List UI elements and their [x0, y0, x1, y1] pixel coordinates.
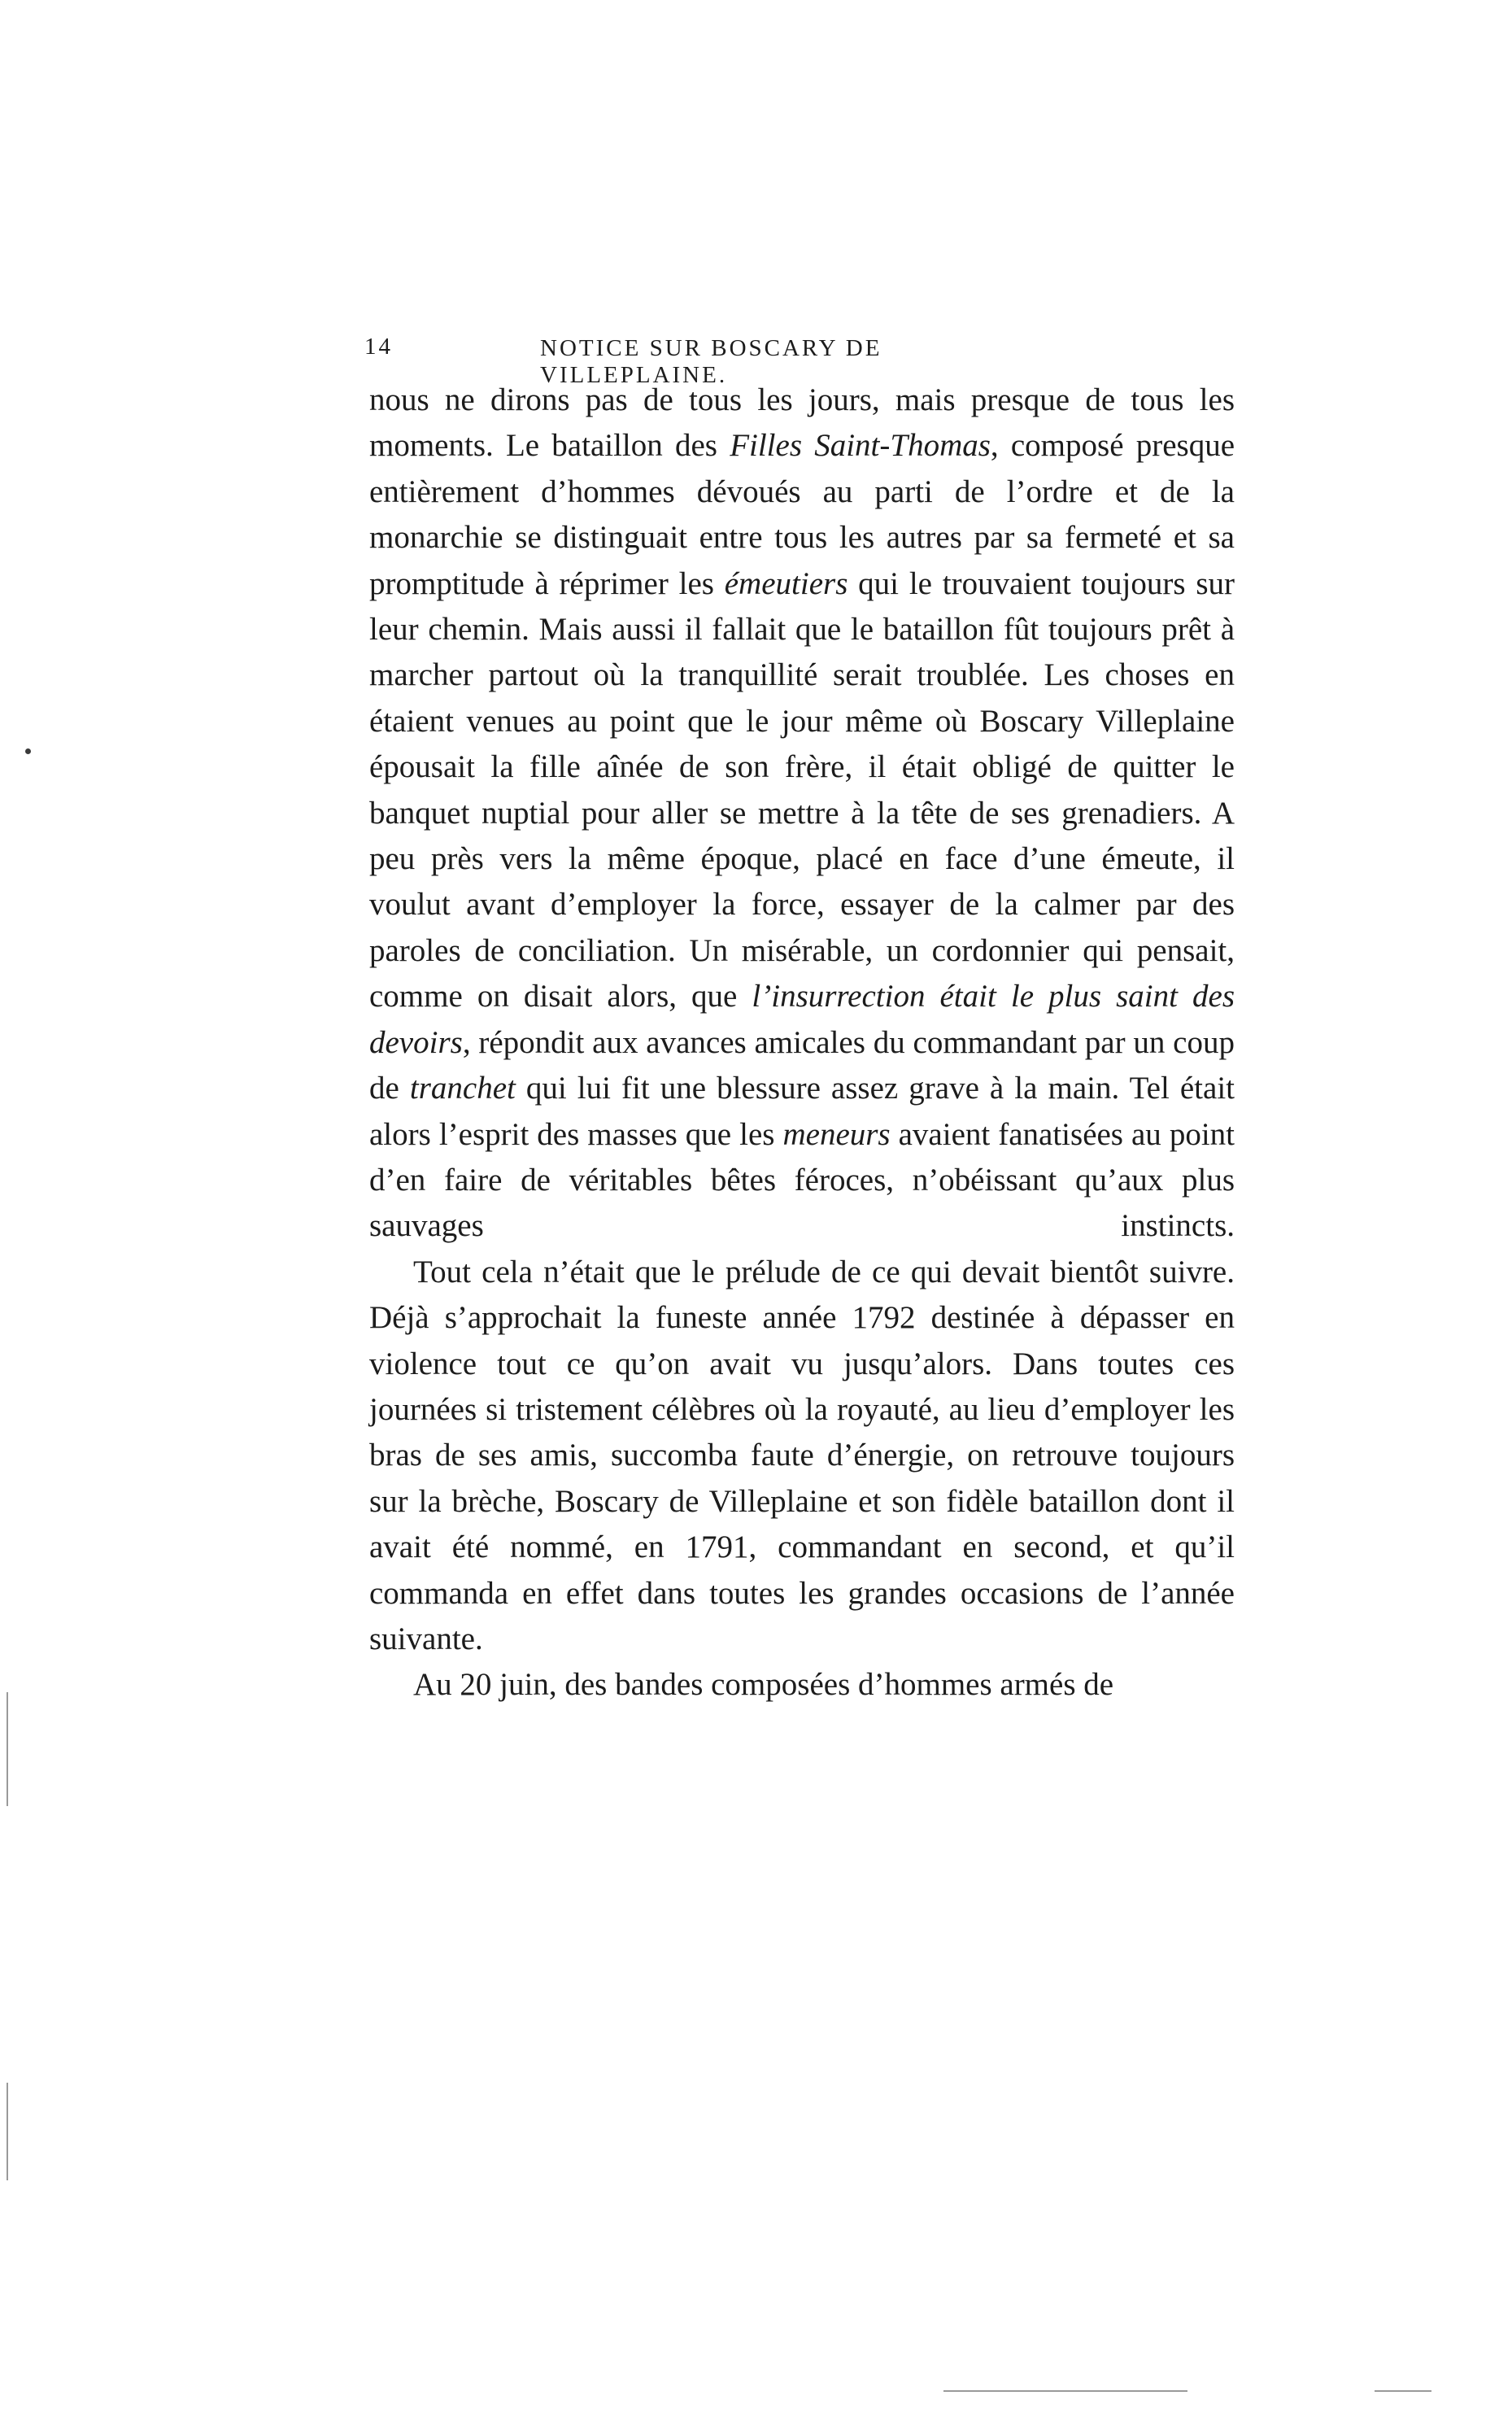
italic-term: l’insurrection était le plus saint des devoirs: [369, 979, 1235, 1060]
paragraph: nous ne dirons pas de tous les jours, mais presque de tous les moments. Le bataillon des Filles Saint-Thomas, composé presque entièrement d’hommes dévoués au parti de l’ordre et de la monarchie se distinguait entre tous les autres par sa fermeté et sa promptitude à réprimer les émeutiers qui le trouvaient toujours sur leur chemin. Mais aussi il fallait que le bataillon fût toujours prêt à marcher partout où la tranquillité serait troublée. Les choses en étaient venues au point que le jour même où Boscary Villeplaine épousait la fille aînée de son frère, il était obligé de quitter le banquet nuptial pour aller se mettre à la tête de ses grenadiers. A peu près vers la même époque, placé en face d’une émeute, il voulut avant d’employer la force, essayer de la calmer par des paroles de conciliation. Un misérable, un cordonnier qui pensait, comme on disait alors, que l’insurrection était le plus saint des devoirs, répondit aux avances amicales du commandant par un coup de tranchet qui lui fit une blessure assez grave à la main. Tel était alors l’esprit des masses que les meneurs avaient fanatisées au point d’en faire de véritables bêtes féroces, n’obéissant qu’aux plus sauvages instincts.: [369, 382, 1235, 1244]
paragraph: Tout cela n’était que le prélude de ce qui devait bientôt suivre. Déjà s’approchait la funeste année 1792 destinée à dépasser en violence tout ce qu’on avait vu jusqu’alors. Dans toutes ces journées si tristement célèbres où la royauté, au lieu d’employer les bras de ses amis, succomba faute d’énergie, on retrouve toujours sur la brèche, Boscary de Villeplaine et son fidèle bataillon dont il avait été nommé, en 1791, commandant en second, et qu’il commanda en effet dans toutes les grandes occasions de l’année suivante.: [369, 1254, 1235, 1656]
scan-edge-mark: [7, 2083, 8, 2180]
italic-term: tranchet: [409, 1071, 516, 1106]
italic-term: meneurs: [782, 1116, 891, 1152]
running-header: [364, 334, 1052, 388]
scan-edge-mark: [943, 2390, 1187, 2392]
body-text: [369, 377, 1235, 1708]
paragraph: Au 20 juin, des bandes composées d’hommes armés de: [413, 1667, 1114, 1703]
scan-edge-mark: [1375, 2390, 1431, 2392]
page-number: 14: [364, 334, 393, 360]
running-title: NOTICE SUR BOSCARY DE VILLEPLAINE.: [540, 335, 882, 388]
italic-term: Filles Saint-Thomas: [730, 428, 991, 464]
scan-edge-mark: [7, 1692, 8, 1806]
italic-term: émeutiers: [724, 565, 848, 601]
scan-dot: [25, 748, 31, 754]
